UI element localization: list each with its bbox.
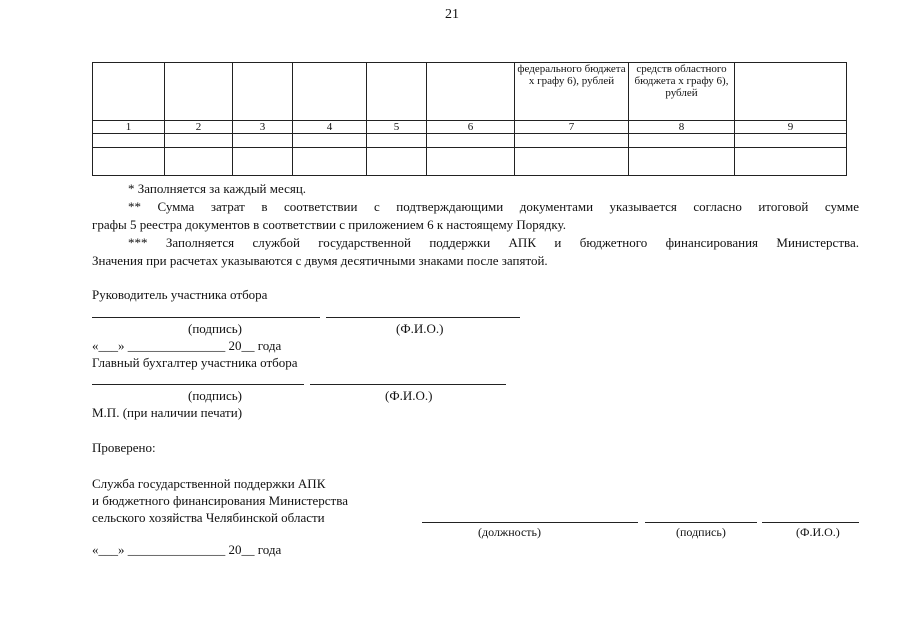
table-header-cell	[735, 63, 847, 121]
column-number-cell: 5	[367, 121, 427, 134]
column-number-cell: 7	[515, 121, 629, 134]
note-2-line-1: ** Сумма затрат в соответствии с подтверждающими документами указывается согласно итоговой сумме	[128, 199, 859, 214]
fio-caption: (Ф.И.О.)	[796, 525, 840, 539]
service-line-2: и бюджетного финансирования Министерства	[92, 493, 348, 508]
accountant-label: Главный бухгалтер участника отбора	[92, 355, 298, 370]
column-number-cell: 9	[735, 121, 847, 134]
note-1: * Заполняется за каждый месяц.	[128, 181, 307, 196]
table-header-cell	[293, 63, 367, 121]
fio-caption: (Ф.И.О.)	[385, 388, 433, 403]
table-header-cell: средств областного бюджета х графу 6), рублей	[629, 63, 735, 121]
table-row	[93, 134, 847, 148]
checked-label: Проверено:	[92, 440, 156, 455]
service-line-1: Служба государственной поддержки АПК	[92, 476, 326, 491]
fio-line	[762, 522, 859, 523]
signature-caption: (подпись)	[676, 525, 726, 539]
signature-line	[645, 522, 757, 523]
column-number-cell: 8	[629, 121, 735, 134]
signature-line	[92, 317, 320, 318]
fio-caption: (Ф.И.О.)	[396, 321, 444, 336]
column-number-cell: 1	[93, 121, 165, 134]
head-label: Руководитель участника отбора	[92, 287, 268, 302]
signature-line	[92, 384, 304, 385]
note-3-line-2: Значения при расчетах указываются с двумя десятичными знаками после запятой.	[92, 253, 548, 268]
column-number-cell: 2	[165, 121, 233, 134]
note-2-line-2: графы 5 реестра документов в соответствии с приложением 6 к настоящему Порядку.	[92, 217, 566, 232]
table-header-row	[93, 63, 847, 121]
table-header-cell	[165, 63, 233, 121]
data-table	[92, 62, 847, 176]
service-line-3: сельского хозяйства Челябинской области	[92, 510, 325, 525]
stamp-label: М.П. (при наличии печати)	[92, 405, 243, 420]
table-row	[93, 148, 847, 176]
table-header-cell	[367, 63, 427, 121]
table-header-cell	[427, 63, 515, 121]
position-caption: (должность)	[478, 525, 541, 539]
service-name	[92, 475, 348, 526]
table-header-cell	[233, 63, 293, 121]
table-header-cell: федерального бюджета х графу 6), рублей	[515, 63, 629, 121]
column-number-row	[93, 121, 847, 134]
fio-line	[326, 317, 520, 318]
signature-caption: (подпись)	[188, 321, 242, 336]
table-header-cell	[93, 63, 165, 121]
fio-line	[310, 384, 506, 385]
column-number-cell: 6	[427, 121, 515, 134]
note-3-line-1: *** Заполняется службой государственной поддержки АПК и бюджетного финансирования Министерства.	[128, 235, 859, 250]
column-number-cell: 4	[293, 121, 367, 134]
date-line: «___» _______________ 20__ года	[92, 338, 282, 353]
footnotes	[92, 180, 859, 270]
position-line	[422, 522, 638, 523]
date-line-2: «___» _______________ 20__ года	[92, 542, 282, 557]
signature-caption: (подпись)	[188, 388, 242, 403]
column-number-cell: 3	[233, 121, 293, 134]
page-number: 21	[445, 7, 459, 22]
